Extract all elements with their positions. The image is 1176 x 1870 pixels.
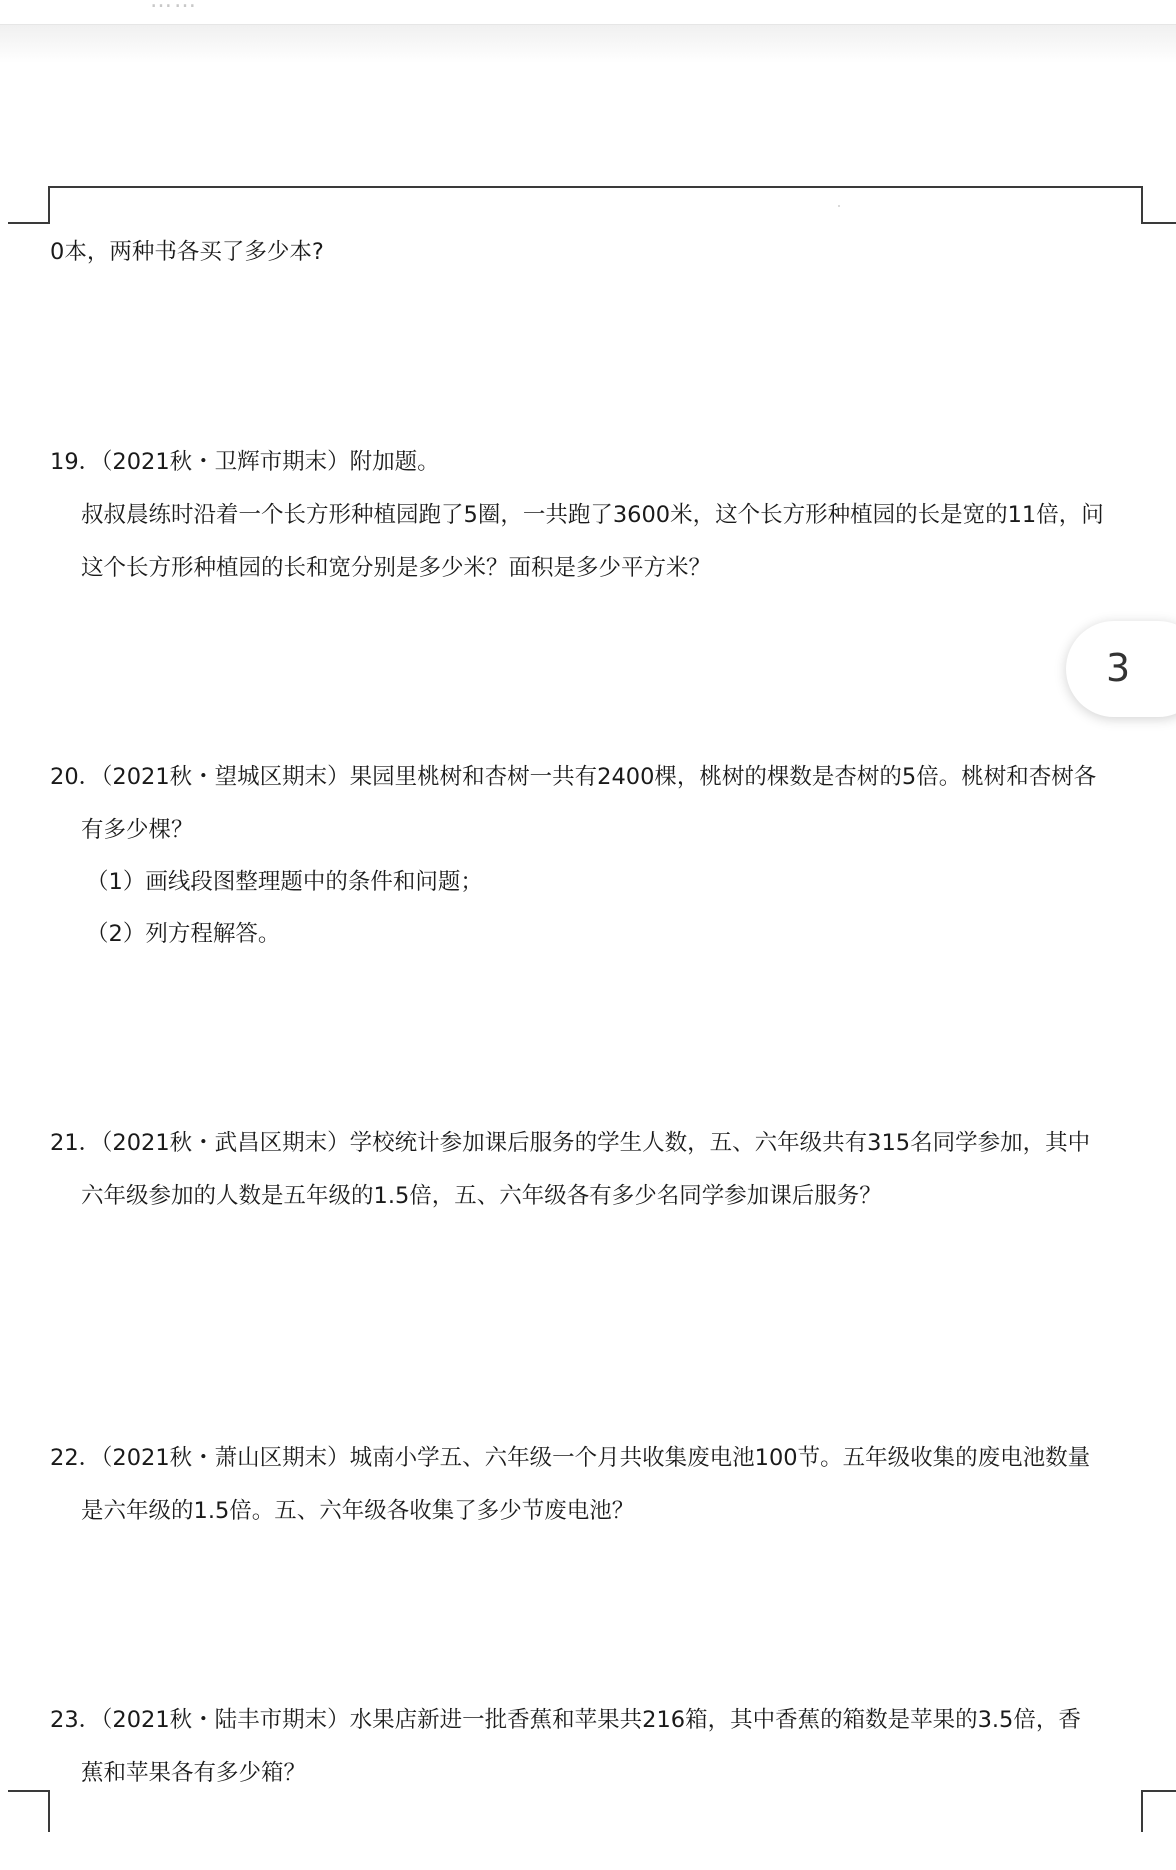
clipped-header-title: …… — [150, 0, 198, 13]
q22-line-1: 22．（2021秋・萧山区期末）城南小学五、六年级一个月共收集废电池100节。五年级收集的废电池数量 — [50, 1445, 1091, 1471]
q21-line-1: 21．（2021秋・武昌区期末）学校统计参加课后服务的学生人数，五、六年级共有315名同学参加，其中 — [50, 1130, 1091, 1156]
frame-top-right-stub — [1141, 222, 1176, 224]
q20-part-1: （1）画线段图整理题中的条件和问题； — [86, 869, 483, 895]
frame-top-left-stub — [8, 222, 50, 224]
page-number-badge — [1066, 621, 1176, 717]
scan-speck — [838, 205, 840, 207]
frame-top-left-tick — [48, 186, 50, 224]
header-shadow — [0, 25, 1176, 63]
frame-bottom-left-tick — [48, 1790, 50, 1832]
frame-top-right-tick — [1141, 186, 1143, 224]
q23-line-2: 蕉和苹果各有多少箱？ — [81, 1760, 307, 1786]
q19-header: 19．（2021秋・卫辉市期末）附加题。 — [50, 449, 440, 475]
continuation-text: 0本，两种书各买了多少本? — [50, 239, 324, 265]
frame-bottom-right-stub — [1141, 1790, 1176, 1792]
frame-bottom-left-stub — [8, 1790, 50, 1792]
q23-line-1: 23．（2021秋・陆丰市期末）水果店新进一批香蕉和苹果共216箱，其中香蕉的箱数是苹果的3.5倍，香 — [50, 1707, 1081, 1733]
q20-line-1: 20．（2021秋・望城区期末）果园里桃树和杏树一共有2400棵，桃树的棵数是杏树的5倍。桃树和杏树各 — [50, 764, 1097, 790]
q19-line-2: 这个长方形种植园的长和宽分别是多少米？面积是多少平方米？ — [81, 555, 712, 581]
q20-part-2: （2）列方程解答。 — [86, 921, 281, 947]
q22-line-2: 是六年级的1.5倍。五、六年级各收集了多少节废电池？ — [81, 1498, 635, 1524]
q20-line-2: 有多少棵？ — [81, 817, 194, 843]
page-number: 3 — [1106, 646, 1131, 690]
q19-line-1: 叔叔晨练时沿着一个长方形种植园跑了5圈，一共跑了3600米，这个长方形种植园的长是宽的11倍，问 — [81, 502, 1104, 528]
frame-bottom-right-tick — [1141, 1790, 1143, 1832]
frame-top-line — [50, 186, 1143, 188]
q21-line-2: 六年级参加的人数是五年级的1.5倍，五、六年级各有多少名同学参加课后服务？ — [81, 1183, 882, 1209]
top-bar — [0, 0, 1176, 25]
